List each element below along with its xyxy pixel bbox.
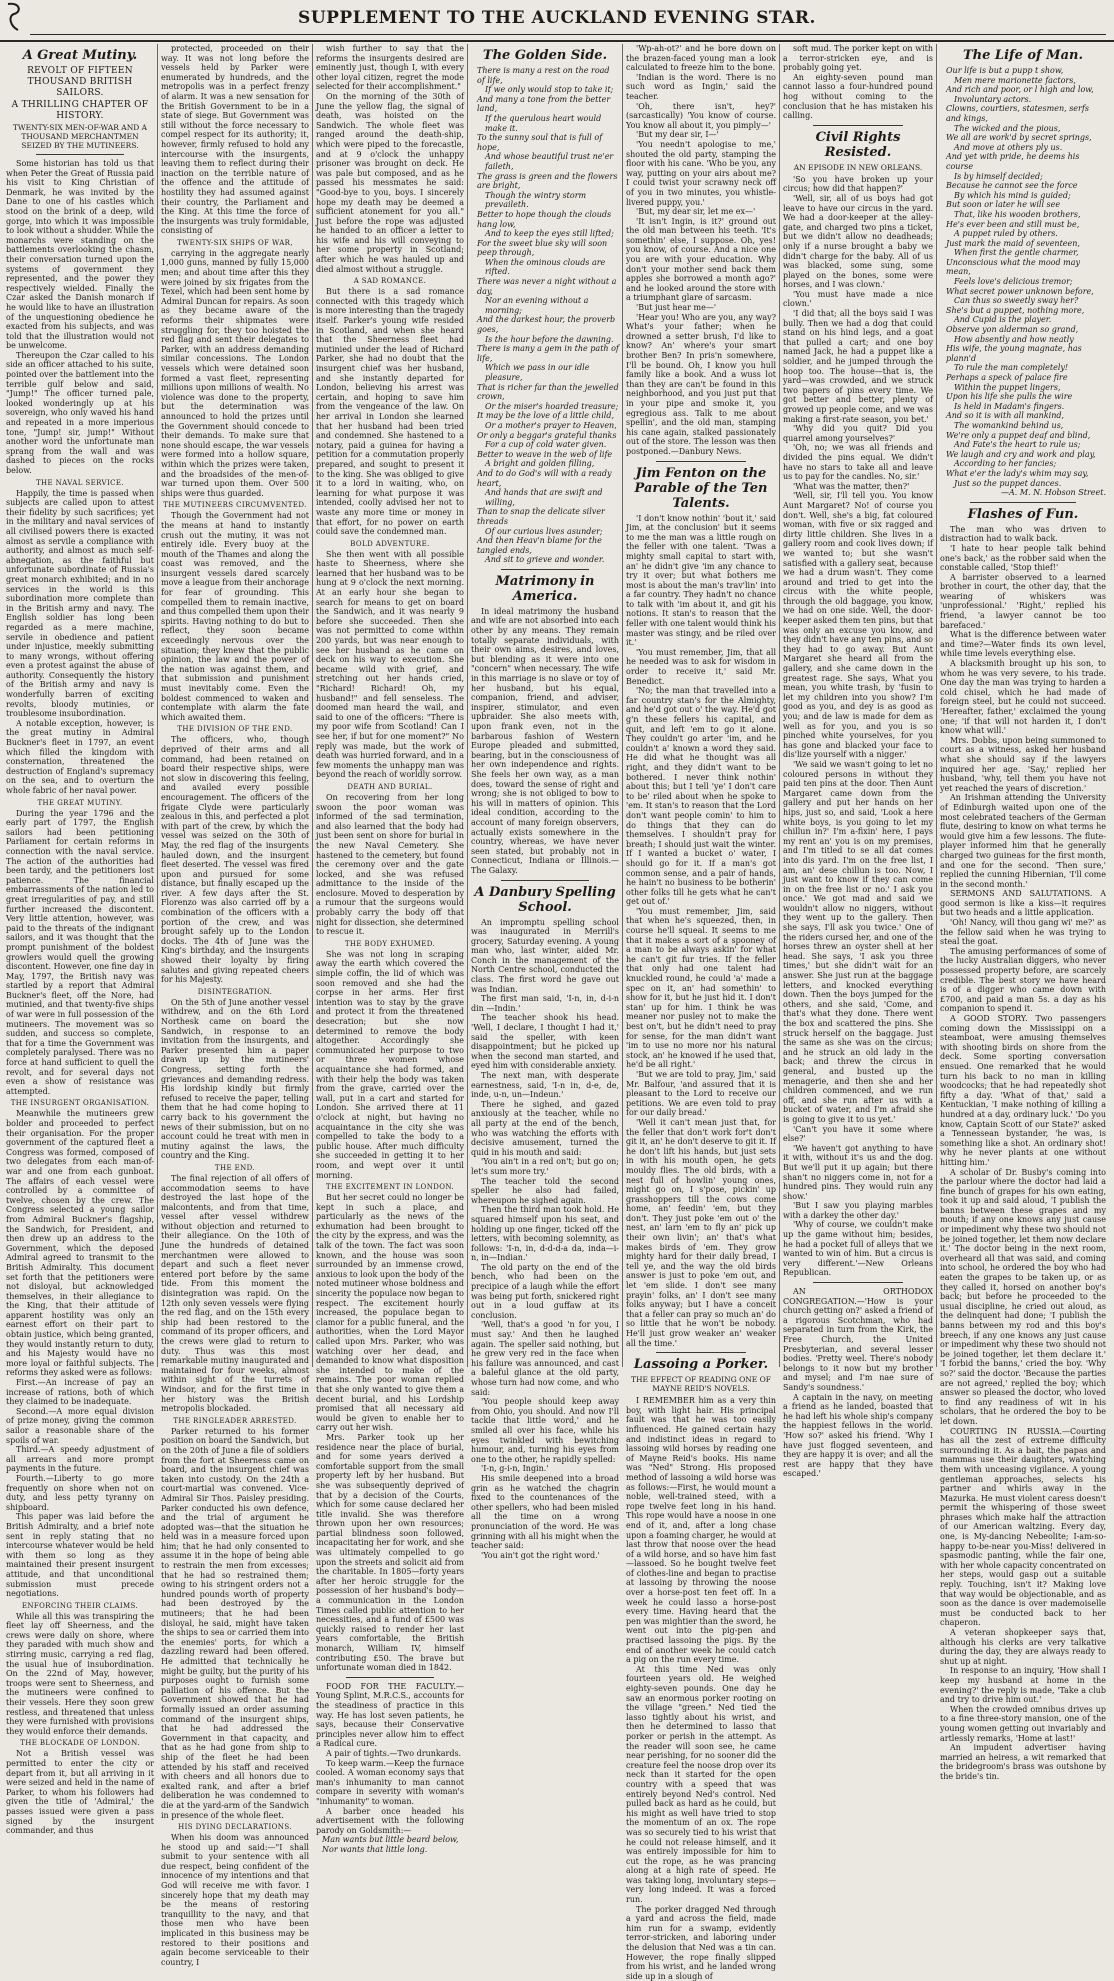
- verse-line: Than to snap the delicate silver threads: [477, 507, 605, 526]
- verse-line: Upon his life she pulls the wire: [946, 392, 1073, 402]
- verse-line: She's but a puppet, nothing more,: [946, 305, 1085, 315]
- paragraph: 'You must remember, Jim, said that when he's squeezed, then, in course he'll squeal. It seems to me that it makes a sort of a spooney of a man to be always askin' for what he can't git fur tries. If the feller that only had one talent had knuckled round, he could 'a' made a spec on it, an' had somethin' to show for it, but he just hid it. I don't stan' up for him. I think he was meaner nor pusley not to make the best on't, but he didn't need to pray for sense, for the man didn't want 'im to use no more nor his natural stock, an' he knowed if he used that, he'd be all right.': [626, 906, 776, 1070]
- paragraph: A veteran shopkeeper says that, although his clerks are very talkative during the day, they are always ready to shut up at night.: [940, 1628, 1106, 1666]
- paragraph: At this time Ned was only fourteen years old. He weighed eighty-seven pounds. One day he saw an enormous porker rooting on the village "green." Ned tied the lasso tightly about his wrist, and then he determined to lasso that porker or perish in the attempt. As the reader will soon see, he came near perishing, for no sooner did the creature feel the noose drop over its neck than it started for the open country with a speed that was entirely beyond Ned's control. Ned pulled back as hard as he could, but his might as well have tried to stop the momentum of an ox. The rope was so securely tied to his wrist that he could not release himself, and it was entirely impossible for him to cut the rope, as he was prancing along at a high rate of speed. He was taking long, involuntary steps—very long indeed. It was a forced run.: [626, 1664, 776, 1905]
- verse-line: It may be the love of a little child,: [477, 411, 614, 421]
- article-title: A Danbury Spelling School.: [474, 884, 616, 915]
- verse-line: And to do God's will with a ready heart,: [477, 468, 612, 488]
- paragraph: 'Well, sir, I'll tell you. You know Aunt Margaret? No! of course you don't. Well, she's a big, fat coloured woman, with five or six ragged and dirty little children. She lives in a gallery room and cook lives down; if we wanted to; but she wasn't satisfied with a gallery seat, because we had a drum wasn't. They come around and tried to get into the circus with the white people, through the old baggage, you know, we had on one side. Well, the door-keeper asked them ten pins, but that was only an excuse you know, and they didn't have any ten pins, and so they had to go away. But Aunt Margaret she heard all from the gallery, and she came down in the greatest rage. She says, What you mean, you white trash, by 'fusin to let my children into you show? I'm good as you, and dey is as good as you; and de law is made for dem as well as for you, and you is so pinched white yourselves, for you has gone and blacked your face to dis'lize yourself with a nigger.': [783, 491, 933, 760]
- verse-line: For a cup of cold water given.: [485, 440, 607, 450]
- verse-line: Or a mother's prayer to Heaven,: [485, 420, 617, 430]
- paragraph: The porker dragged Ned through a yard and across the field, made him run for a swamp, evidently terror-stricken, and laboring under the delusion that Ned was a tin can. However, the rope finally slipped from his wrist, and he landed wrong side up in a slough of: [626, 1904, 776, 1981]
- divider: [813, 1282, 903, 1283]
- paragraph: On the morning of the 30th of June the yellow flag, the signal of death, was hoisted on the Sandwich. The whole fleet was ranged around the death-ship, which were piped to the forecastle, and at 9 o'clock the unhappy prisoner was brought on deck. He was pale but composed, and as he passed his messmates he said: "Good-bye to you, boys. I sincerely hope my death may be deemed a sufficient atonement for you all." Just before the rope was adjusted he handed to an officer a letter to his wife and his will conveying to her some property in Scotland; after which he was hauled up and died almost without a struggle.: [316, 91, 464, 274]
- verse-line: And so it is with all mankind,: [946, 411, 1065, 421]
- verse-line: Our life is but a pupp t show,: [946, 66, 1064, 75]
- paragraph: 'You ain't got the right word.': [481, 1550, 600, 1560]
- article-subtitle: THE EFFECT OF READING ONE OF MAYNE REID'S NOVELS.: [631, 1375, 771, 1394]
- verse-line: To the sunny soul that is full of hope,: [477, 133, 603, 152]
- paragraph: First.—An increase of pay an increase of rations, both of which they claimed to be inadequate.: [6, 1378, 154, 1407]
- paragraph: What is the difference between water and time?—Water finds its own level, while time levels everything else.: [940, 630, 1106, 659]
- verse-line: Clowns, courtiers, statesmen, serfs and kings,: [946, 104, 1089, 123]
- paragraph: An Irishman attending the University of Edinburgh waited upon one of the most celebrated teachers of the German flute, desiring to know on what terms he would give him a few lessons. The flute-player informed him that he generally charged two guineas for the first month, and one for the second. 'Then sure,' replied the cunning Hibernian, 'I'll come in the second month.': [940, 793, 1106, 889]
- verse-line: And the darkest hour, the proverb goes,: [477, 315, 616, 335]
- paragraph: During the year 1796 and the early part of 1797, the English sailors had been petitioning Parliament for certain reforms in connection with the naval service. The action of the authorities had been tardy, and the petitioners lost patience. The financial embarrassments of the nation led to great irregularities of pay, and still further increased the discontent. Very little attention, however, was paid to the threats of the indignant sailors, and it was thought that the prompt punishment of the boldest growlers would quell the growing discontent. However, one fine day in May, 1797, the British navy was startled by a report that Admiral Buckner's fleet, off the Nore, had mutinied, and that twenty-five ships of war were in full possession of the mutineers. The movement was so sudden, and success so complete, that for a time the Government was completely paralysed. There was no force at hand sufficient to quell the revolt, and for several days not even a show of resistance was attempted.: [6, 808, 154, 1096]
- column-separator: [157, 44, 158, 1367]
- masthead: [0, 0, 1114, 42]
- verse-line: His wife, the young magnate, has plann'd: [946, 344, 1082, 363]
- paragraph: 'We said we wasn't going to let no coloured persons in without they paid ten pins at the door. Then Aunt Margaret came down from the gallery and put her hands on her hips, just so, and said, 'Look a here white boys, is you going to let my chillun in?' I'm a-fixin' here, I pays my rent an' you is on my premises, and I'm titled to se all dat comes into dis yard. I'm on the free list, I am, an' dese chillun is too. Now, I just want to know if they can come in on the free list or no.' I ask you once.' We got mad and said we wouldn't allow no niggers, without they went up to the gallery. Then she says, I'll ask you twice.' One of the riders cursed her, and one of the horses threw an oyster shell at her head. She says, 'I ask you three times,' but she didn't wait for an answer. She just run at the baggage letters, and knocked everything down. Then the boys jumped for the others, and she said, 'Come, and that's what they done. There went the box and scattered the pins. She struck herself on the baggage. Just the same as she was on the circus; and he struck an old lady in the back; and threw the circus in general, and busted up the menagerie, and then she and her children commenced, and we run off, and she run after us with a bucket of water, and I'm afraid she is going to give it to us yet.': [783, 759, 933, 1124]
- paragraph: Parker returned to his former position on board the Sandwich, but on the 20th of June a file of soldiers from the fort at Sheerness came on board, and the insurgent chief was taken into custody. On the 24th a court-martial was convened. Vice-Admiral Sir Thos. Paisley presiding. Parker conducted his own defence, and the trial of argument he adopted was—that the situation he held was in a measure forced upon him; that he had only consented to assume it in the hope of being able to restrain the men from excesses; that he had so restrained them; owing to his stringent orders not a hundred pounds worth of property had been destroyed by the mutineers; that he had been disloyal, he said, might have taken the ships to sea or carried them into the enemies' ports, for which a dazzling reward had been offered. He admitted that technically he might be guilty, but the purity of his purposes ought to furnish some palliation of his offence. But the Government showed that he had formally issued an order assuming command of the insurgent ships, that he had addressed the Government in that capacity, and that as he had gone from ship to ship of the fleet he had been attended by his staff and received with cheers and all honors due to exalted rank, and after a brief deliberation he was condemned to die at the yard-arm of the Sandwich in presence of the whole fleet.: [161, 1426, 309, 1820]
- verse-line: Unconscious what the mood may mean,: [946, 257, 1081, 277]
- divider: [656, 1352, 746, 1353]
- paragraph: The officers, who, though deprived of their arms and all command, had been retained on board their respective ships, were not slow in discovering this feeling, and availed every possible encouragement. The officers of the frigate Clyde were particularly zealous in this, and perfected a plot with part of the crew, by which the vessel was seized on the 30th of May, the red flag of the insurgents hauled down, and the insurgent fleet deserted. The vessel was fired upon and pursued for some distance, but finally escaped up the river. A few days after the St. Florenzo was also carried off by a combination of the officers with a portion of the crew, and was brought safely up to the London docks. The 4th of June was the King's birthday, and the insurgents showed their loyalty by firing salutes and giving repeated cheers for his Majesty.: [161, 735, 309, 985]
- paragraph: FOOD FOR THE FACULTY.—Young Splint, M.R.C.S., accounts for the steadiness of practice in this way. He has lost seven patients, he says, because their Conservative principles never allow him to effect a Radical cure.: [316, 1681, 464, 1749]
- section-heading: THE MUTINEERS CIRCUMVENTED.: [163, 501, 307, 510]
- section-heading: THE DIVISION OF THE END.: [177, 725, 293, 734]
- paragraph: wish further to say that the reforms the insurgents desired are eminently just, though I, with every other loyal citizen, regret the mode selected for their accomplishment.": [316, 44, 464, 92]
- verse-line: That is richer far than the jewelled crown,: [477, 382, 619, 402]
- verse-line: Though the wintry storm prevaileth.: [485, 190, 587, 210]
- verse-line: When the ominous clouds are rifted.: [485, 257, 606, 277]
- divider: [36, 154, 124, 155]
- section-heading: THE BLOCKADE OF LONDON.: [20, 1739, 140, 1748]
- verse-line: Men mere marionette factors,: [954, 75, 1076, 85]
- paragraph: 'What was the matter, then?': [793, 481, 910, 491]
- verse-line: And then Heav'n blame for the tangled ends,: [477, 536, 602, 555]
- section-heading: THE INSURGENT ORGANISATION.: [10, 1099, 150, 1108]
- paragraph: In ideal matrimony the husband and wife are not absorbed into each other by any means. They remain totally separate individuals, with their own aims, desires, and loves, but blending as it were into one "concern" when necessary. The wife in this marriage is no slave or toy of her husband, but his equal, companion, friend, and adviser, inspirer, stimulator, and even upbraider. She also meets with, upon frank even, not in the barbarous fashion of Western Europe pleaded and submitted, bearing, but in the consciousness of her own independence and rights. She feels her own way, as a man does, toward the sense of right and wrong; she is not obliged to bow to his will in matters of opinion. This ideal condition, according to the account of many foreign observers, actually exists somewhere in the country, whereas, we have never seen stated, but probably not in Connecticut, Indiana or Illinois.—The Galaxy.: [471, 606, 619, 875]
- paragraph: 'But my dear sir, I—': [636, 130, 719, 140]
- verse-line: If we only would stop to take it;: [485, 85, 614, 95]
- paragraph: A scholar of Dr. Busby's coming into the parlour where the doctor had laid a fine bunch of grapes for his own eating, took it up and said aloud, 'I publish the banns between these grapes and my mouth; if any one knows any just cause or impediment why these two should not be joined together, let them now declare it.' The doctor being in the next room, overheard all that was said, and coming into school, he ordered the boy who had eaten the grapes to be taken up, or as they called it, horsed on another boy's back; but before he proceeded to the usual discipline, he cried out aloud, as the delinquent had done; 'I publish the banns between my rod and this boy's breech, if any one knows any just cause or impediment why these two should not be joined together, let them declare it.' 'I forbid the banns,' cried the boy. 'Why so?' said the doctor. 'Because the parties are not agreed,' replied the boy; which answer so pleased the doctor, who loved to find any readiness of wit in his scholars, that he ordered the boy to be let down.: [940, 1167, 1106, 1426]
- section-heading: DISINTEGRATION.: [197, 987, 273, 996]
- paragraph: Some historian has told us that when Peter the Great of Russia paid his visit to King Christian of Denmark, he was invited by the Dane to one of his castles which stood on the brink of a deep, wild gorge, into which it was impossible to look without a shudder. While the monarchs were standing on the battlements overlooking the chasm, their conversation turned upon the systems of government they represented, and the power they respectively wielded. Finally the Czar asked the Danish monarch if he would like to have an illustration of the unquestioning obedience he exacted from his subjects, and was told that the illustration would not be unwelcome.: [6, 159, 154, 351]
- paragraph: Then the third man took hold. He squared himself upon his seat, and holding up one finger, ticked off the letters, with becoming solemnity, as follows: 'I-n, in, d-d-d-a da, inda—i-n, in—Indian.': [471, 1205, 619, 1263]
- paragraph: The final rejection of all offers of accommodation seems to have destroyed the last hope of the malcontents, and from that time, vessel after vessel withdrew without objection and returned to their allegiance. On the 10th of June the hundreds of detained merchantmen were allowed to depart and such a fleet never entered port before by the same tide. From this moment the disintegration was rapid. On the 12th only seven vessels were flying the red flag, and on the 15th every ship had been restored to the command of its proper officers, and the crews were glad to return to duty. Thus was this most remarkable mutiny inaugurated and maintained for four weeks, almost within sight of the turrets of Windsor, and for the first time in her history was the British metropolis blockaded.: [161, 1173, 309, 1414]
- verse-line: And whose beautiful trust ne'er faileth,: [485, 152, 614, 171]
- verse-line: And hands that are swift and willing,: [485, 488, 603, 507]
- verse-line: Just so the puppet dances.: [954, 478, 1062, 488]
- article-subtitle: AN EPISODE IN NEW ORLEANS.: [793, 162, 923, 172]
- article-title: A Great Mutiny.: [22, 48, 138, 63]
- paragraph: Not a British vessel was permitted to enter the city or depart from it, but all arriving in it were seized and held in the name of Parker, to whom his followers had given the title of 'Admiral,' the passes issued were given a pass signed by the insurgent commander, and thus: [6, 1749, 154, 1836]
- section-heading: ENFORCING THEIR CLAIMS.: [21, 1601, 139, 1610]
- verse-line: Is by himself decided;: [954, 171, 1043, 181]
- paragraph: carrying in the aggregate nearly 1,000 guns, manned by fully 15,000 men; and about time after this they were joined by six frigates from the Texel, which had been sent home by Admiral Duncan for repairs. As soon as they became aware of the reforms their shipmates were struggling for, they too hoisted the red flag and sent their delegates to Parker, with an address demanding similar concessions. The London vessels which were detained soon formed a vast fleet, representing millions upon millions of wealth. No violence was done to the property, but the determination was announced to hold the prizes until the Government should concede to their demands. To make sure that none should escape, the war vessels were formed into a hollow square, within which the prizes were taken, and the broadsides of the men-of-war turned upon them. Over 500 ships were thus guarded.: [161, 248, 309, 498]
- paragraph: When his doom was announced he stood up and said:—"I shall submit to your sentence with all due respect, being confident of the innocence of my intentions and that God will receive me with favor. I sincerely hope that my death may be the means of restoring tranquillity to the navy, and that those men who have been implicated in this business may be restored to their positions and again become serviceable to their country, I: [161, 1833, 309, 1967]
- article-title: Flashes of Fun.: [967, 506, 1079, 522]
- paragraph: soft mud. The porker kept on with a terror-stricken eye, and is probably going yet.: [783, 44, 933, 73]
- paragraph: 'Why of course, we couldn't make up the game without him; besides, he had a pocket full of alleys that we wanted to win of him. But a circus is very different.'—New Orleans Republican.: [783, 1220, 933, 1278]
- paragraph: 'No; the man that travelled into a far country stan's for the Almighty, and he'd got out o' the way. He'd got g'n these fellers his capital, and quit, and left 'em to go it alone. They couldn't go arter 'im, and he couldn't a' known a word they said. He did what he thought was all right, and they didn't want to be bothered. I never think nothin' about this; but I tell 'ye' I don't care to be' riled about when he spoke to 'em. It stan's to reason that the Lord don't want people comin' to him to do things that they can do themselves. I shouldn't pray for breath; I should just wait the winter. If I wanted a bucket o' water, I should go for it. If a man's got common sense, and a pair of hands, he hain't no business to be botherin' other folks till he gets what he can't get out of.': [626, 686, 776, 907]
- paragraph: 'I hate to hear people talk behind one's back,' as the robber said when the constable called, 'Stop thief!': [940, 543, 1106, 573]
- column-4: [471, 44, 619, 1560]
- paragraph: The man who was driven to distraction had to walk back.: [940, 524, 1106, 544]
- verse-line: Observe yon alderman so grand,: [946, 325, 1079, 335]
- paragraph: On the 5th of June another vessel withdrew, and on the 6th Lord Northesk came on board the Sandwich, in response to an invitation from the insurgents, and Parker presented him a paper drawn up by the mutineers' Congress, setting forth the grievances and demanding redress. His lordship kindly but firmly refused to receive the paper, telling them that he had come hoping to carry back to his government the news of their submission, but on no account could he treat with men in mutiny against the laws, the country and the King.: [161, 997, 309, 1161]
- verse-line: If the querulous heart would make it.: [485, 113, 602, 133]
- divider: [501, 880, 589, 881]
- paragraph: 'Indian is the word. There is no such word as Ingin,' said the teacher.: [626, 72, 776, 101]
- verse-line: Is the hour before the dawning.: [485, 334, 614, 344]
- column-separator: [312, 44, 313, 1367]
- paragraph: The first man said, 'I-n, in, d-i-n din —Indin.': [471, 994, 619, 1013]
- paragraph: 'Why did you quit? Did you quarrel among yourselves?': [783, 424, 933, 443]
- verse-line: Involuntary actors.: [954, 94, 1032, 104]
- article-title: Matrimony in America.: [495, 573, 595, 604]
- paragraph: A barber once headed his advertisement with the following parody on Goldsmith:—: [316, 1806, 464, 1835]
- divider: [501, 569, 589, 570]
- verse-line: Or only a beggar's grateful thanks: [477, 430, 617, 440]
- paragraph: Thereupon the Czar called to his side an officer attached to his suite, pointed over the battlement into the terrible gulf below and said, "Jump!" The officer turned pale, looked wonderingly up at his sovereign, who only waved his hand and repeated in a more imperious tone, "Jump! sir, jump!" Without another word the unfortunate man sprang from the wall and was dashed to pieces on the rocks below.: [6, 350, 154, 475]
- section-heading: A SAD ROMANCE.: [353, 277, 427, 286]
- paragraph: But there is a sad romance connected with this tragedy which is more interesting than the tragedy itself. Parker's young wife resided in Scotland, and when she heard that the Sheerness fleet had mutinied under the lead of Richard Parker, she had no doubt that the insurgent chief was her husband, and she instantly departed for London, believing his arrest was certain, and hoping to save him from the vengeance of the law. On her arrival in London she learned that her husband had been tried and condemned. She hastened to a notary, paid a guinea for having a petition for a commutation properly prepared, and sought to present it to the king. She was obliged to give it to a lord in waiting, who, on learning for what purpose it was intended, coolly advised her not to waste any more time or money in that effort, for no power on earth could save the condemned man.: [316, 287, 464, 537]
- verse-line: Of our curious lives asunder;: [485, 526, 603, 536]
- verse-line: The womankind behind us,: [954, 420, 1064, 430]
- verse-line: Man wants but little beard below,: [322, 1835, 459, 1845]
- verse-line: Which we pass in our idle pleasure,: [485, 363, 590, 382]
- verse-line: But soon or later he will see: [946, 200, 1061, 210]
- paragraph: 'Well it can't mean just that, for the feller that don't work for't don't git it, an' he don't deserve to git it. If he don't lift his hands, but just sets in with his mouth open, he gets mouldy flies. The old birds, with a nest full of howlin' young ones, might go on, I s'pose, pickin' up grasshoppers till the cows come home, an' feedin' 'em, but they don't. They just poke 'em out o' the nest, an' larn 'em to fly an' pick up their own livin'; an' that's what makes birds of 'em. They grow mighty hard for their daily bread, I tell ye, and the way the old birds answer is just to poke 'em out, and let 'em slide. I don't see many prayin' folks, an' I don't see many folks anyway; but I have a conceit that a feller can pray so much an' do so little that he won't be nobody. He'll just grow weaker an' weaker all the time.': [626, 1117, 776, 1348]
- verse-line: We're only a puppet deaf and blind,: [946, 430, 1091, 440]
- paragraph: A captain in the navy, on meeting a friend as he landed, boasted that he had left his whole ship's company the happiest fellows in the world. 'How so?' asked his friend. 'Why I have just flogged seventeen, and they are happy it is over; and all the rest are happy that they have escaped.': [783, 1392, 933, 1479]
- paragraph: Fourth.—Liberty to go more frequently on shore when not on duty, and less petty tyranny on shipboard.: [6, 1473, 154, 1512]
- column-2: [161, 44, 309, 1967]
- paragraph: A pair of tights.—Two drunkards.: [326, 1748, 462, 1758]
- verse-line: Better to hope though the clouds hang low,: [477, 209, 612, 229]
- paragraph: COURTING IN RUSSIA.—Courting has all the zest of extreme difficulty surrounding it. As a bait, the papas and mammas use their daughters, watching them with unceasing vigilance. A young gentleman approaches, selects his partner and whirls away in the Mazurka. He must violent caress doesn't permit the whispering of those sweet phrases which make half the attraction of our American waltzing. Every day, one, is My-dancing Nebeolite; I-am-so-happy to-be-near you-Miss! delivered in spasmodic panting, while the fair one, with her whole capacity concentrated on her steps, would gasp out a suitable reply. Touching, isn't it? Making love that way would be objectionable, and as soon as the dance is over mademoiselle must be conducted back to her chaperon.: [940, 1426, 1106, 1628]
- paragraph: 'But we are told to pray, Jim,' said Mr. Balfour, 'and assured that it is pleasant to the Lord to receive our petitions. We are even told to pray for our daily bread.': [626, 1069, 776, 1118]
- paragraph: 'You must have made a nice clown.': [783, 289, 933, 309]
- paragraph: 'We haven't got anything to have it with, without it's us and the dog. But we'll put it up again; but there shan't no niggers come in, not for a hundred pins. They would ruin any show.': [783, 1143, 933, 1201]
- divider: [346, 1677, 434, 1678]
- section-heading: THE END.: [214, 1163, 256, 1172]
- paragraph: 'It isn't Ingin, is it?' ground out the old man between his teeth. 'It's somethin' else, I suppose. Oh, yes! you know, of course. And a nice one you are with your education. Why don't your mother send back them apples she borrowed a month ago?' and he looked around the store with a triumphant glare of sarcasm.: [626, 216, 776, 303]
- divider: [970, 502, 1076, 503]
- paragraph: A GOOD STORY. Two passengers coming down the Mississippi on a steamboat, were amusing themselves with shooting birds on shore from the deck. Some sporting conversation ensued. One remarked that he would turn his back to no man in killing woodcocks; that he had repeatedly shot fifty a day. 'What of that,' said a Kentuckian, 'I make nothing of killing a hundred at a day, ordinary luck.' 'Do you know, Captain Scott of our State?' asked a Tennessean bystander, 'he was, is something like a shot. An ordinary shot! why he never plants at one without hitting him.': [940, 1014, 1106, 1167]
- verse-line: That, like his wooden brothers,: [954, 209, 1081, 219]
- article-title: Civil Rights Resisted.: [815, 129, 901, 160]
- verse-line: A bright and golden filling,: [485, 459, 595, 469]
- paragraph: Mrs. Parker took up her residence near the place of burial, and for some years derived a comfortable support from the small property left by her husband. But she was subsequently deprived of that by a decision of the Courts, which for some cause declared her title invalid. She was therefore thrown upon her own resources; partial blindness soon followed, incapacitating her for work, and she was ultimately compelled to go upon the streets and solicit aid from the charitable. In 1805—forty years after her heroic struggle for the possession of her husband's body—a communication in the London Times called public attention to her necessities, and a fund of £500 was quickly raised to render her last years comfortable, the British monarch, William IV, himself contributing £50. The brave but unfortunate woman died in 1842.: [316, 1432, 464, 1673]
- verse-line: Feels love's delicious tremor;: [954, 277, 1073, 287]
- verse-line: He's ever been and still must be,: [946, 219, 1080, 229]
- paragraph: She then went with all possible haste to Sheerness, where she learned that her husband was to be hung at 9 o'clock the next morning. At an early hour she began to search for means to get on board the Sandwich, and it was nearly 9 before she succeeded. Then she was not permitted to come within 200 yards, but was near enough to see her husband as he came on deck on his way to execution. She became wild with grief, and stretching out her hands cried, "Richard! Richard! Oh, my husband!" and fell senseless. The doomed man heard the wail, and said to one of the officers: "There is my poor wife from Scotland! Can I see her, if but for one moment?" No reply was made, but the work of death was hurried forward, and in a few moments the unhappy man was beyond the reach of worldly sorrow.: [316, 549, 464, 780]
- verse-line: Because he cannot see the force: [946, 181, 1078, 191]
- verse-line: We laugh and cry and work and play,: [946, 449, 1096, 459]
- column-5: [626, 44, 776, 1981]
- section-heading: DEATH AND BURIAL.: [347, 782, 433, 791]
- paragraph: SERMONS AND SALUTATIONS. A good sermon is like a kiss—it requires but two heads and a little application.: [940, 889, 1106, 918]
- paragraph: 'Well, sir, all of us boys had got leave to have our circus in the yard. We had a door-keeper at the alley-gate, and charged two pins a ticket, but we didn't allow no deadheads; only if a nurse brought a baby we didn't charge for the baby. All of us was blacked, some sung, some played on the bones, some were horses, and I was clown.': [783, 193, 933, 290]
- article-subtitle: REVOLT OF FIFTEEN THOUSAND BRITISH SAILORS.: [27, 66, 133, 98]
- masthead-title: SUPPLEMENT TO THE AUCKLAND EVENING STAR.: [298, 8, 816, 28]
- paragraph: The amusing performances of some of the lucky Australian diggers, who never possessed property before, are scarcely credible. The best story we have heard is of a digger who came down with £700, and paid a man 5s. a day as his companion to spend it.: [940, 946, 1106, 1014]
- section-heading: HIS DYING DECLARATIONS.: [178, 1823, 292, 1832]
- paragraph: 'But just hear me—': [636, 303, 717, 313]
- divider: [813, 125, 903, 126]
- article-title: The Life of Man.: [963, 48, 1083, 63]
- divider: [656, 461, 746, 462]
- masthead-rule: [30, 34, 1106, 35]
- paragraph: 'Oh, there isn't, hey?' (sarcastically) 'You know of course. You know all about it, you pimply—': [626, 101, 776, 130]
- verse-line: And many a tone from the better land,: [477, 94, 611, 114]
- section-heading: THE EXCITEMENT IN LONDON.: [325, 1183, 455, 1192]
- verse-line: How absently and how neatly: [954, 334, 1074, 344]
- article-title: Lassoing a Porker.: [633, 1357, 769, 1373]
- verse-line: And rich and poor, or l high and low,: [946, 85, 1094, 95]
- paragraph: 'Oh, no; we was all friends and divided the pins equal. We didn't have no stars to take all and leave us to pay for the candles. No, sir.': [783, 443, 933, 482]
- section-heading: THE GREAT MUTINY.: [37, 798, 123, 807]
- verse-line: Is held in Madam's fingers.: [954, 401, 1065, 411]
- column-separator: [936, 44, 937, 1367]
- article-subtitle: TWENTY-SIX MEN-OF-WAR AND A THOUSAND MERCHANTMEN SEIZED BY THE MUTINEERS.: [12, 123, 148, 150]
- paragraph: The teacher told the second speller he also had failed, whereupon he sighed again.: [471, 1176, 619, 1205]
- paragraph: A blacksmith brought up his son, to whom he was very severe, to his trade. One day the man was trying to harden a cold chisel, which he had made of foreign steel, but he could not succeed. 'Hereafter, father,' exclaimed the young one; 'if that will not harden it, I don't know what will.': [940, 659, 1106, 736]
- paragraph: She was not long in scraping away the earth which covered the simple coffin, the lid of which was soon removed and she had the corpse in her arms. Her first intention was to stay by the grave and protect it from the threatened desecration; but she now determined to remove the body altogether. Accordingly she communicated her purpose to two or three women whose acquaintance she had formed, and with their help the body was taken from the grave, carried over the wall, put in a cart and started for London. She arrived there at 11 o'clock at night, but having no acquaintance in the city she was compelled to take the body to a public house. After much difficulty she succeeded in getting it to her room, and wept over it until morning.: [316, 949, 464, 1180]
- column-separator: [467, 44, 468, 1367]
- section-heading: BOLD ADVENTURE.: [350, 539, 430, 548]
- verse-line: What secret power unknown before,: [946, 286, 1094, 296]
- verse-line: By which his mind is guided;: [954, 190, 1071, 200]
- verse-line: Can thus so sweetly sway her?: [954, 296, 1079, 306]
- paragraph: While all this was transpiring the fleet lay off Sheerness, and the crews were daily on shore, where they paraded with much show and stirring music, carrying a red flag, the usual hue of insubordination. On the 22nd of May, however, troops were sent to Sheerness, and the mutineers were confined to their vessels. Here they soon grew restless, and threatened that unless they were furnished with provisions they would enforce their demands.: [6, 1611, 154, 1736]
- paragraph: In response to an inquiry, 'How shall I keep my husband at home in the evening?' the reply is made, 'Take a club and try to drive him out.': [940, 1666, 1106, 1705]
- paragraph: An impudent advertiser having married an heiress, a wit remarked that the bridegroom's brass was outshone by the bride's tin.: [940, 1743, 1106, 1781]
- paragraph: Meanwhile the mutineers grew bolder and proceeded to perfect their organisation. For the proper government of the captured fleet a Congress was formed, composed of two delegates from each man-of-war and one from each gunboat. The affairs of each vessel were controlled by a committee of twelve, chosen by the crew. The Congress selected a young sailor from Admiral Buckner's flagship, the Sandwich, for President, and then drew up an address to the Government, which the deposed Admiral agreed to transmit to the British Admiralty. This document set forth that the petitioners were not disloyal, but acknowledged themselves, in their allegiance to the King, that their attitude of apparent hostility was only an earnest effort on their part to obtain justice, which being granted, they would instantly return to duty, and his Majesty would have no more loyal or faithful subjects. The reforms they asked were as follows:: [6, 1109, 154, 1378]
- paragraph: I REMEMBER him as a very thin boy, with light hair. His principal fault was that he was too easily influenced. He gained certain hazy and indistinct ideas in regard to lassoing wild horses by reading one of Mayne Reid's books. His name was "Ned" Strong. His proposed method of lassoing a wild horse was as follows:—First, he would mount a noble, well-trained steed, with a rope twelve feet long in his hand. This rope would have a noose in one end of it, and, after a long chase upon a foaming charger, he would at last throw that noose over the head of a wild horse, and so have him fast—lassoed. So he bought twelve feet of clothes-line and began to practise at lassoing by throwing the noose over a horse-post ten feet off. In a week he could lasso a horse-post every time. Having heard that the pen was mightier than the sword, he went out into the pig-pen and practised lassoing the pigs. By the end of another week he could catch a pig on the run every time.: [626, 1396, 776, 1665]
- verse-line: Just mark the maid of seventeen,: [946, 238, 1080, 248]
- paragraph: An impromptu spelling school was inaugurated in Merrill's grocery, Saturday evening. A young man who, last winter, aided Mr. Conch in the management of the North Centre school, conducted the class. The first word he gave out was Indian.: [471, 917, 619, 994]
- verse-line: What e'er the lady's whim may say,: [946, 468, 1089, 478]
- paragraph: The teacher shook his head. 'Well, I declare, I thought I had it,' said the speller, with keen disappointment; but he picked up when the second man started, and eyed him with considerable anxiety.: [471, 1013, 619, 1071]
- column-separator: [622, 44, 623, 1367]
- verse-line: According to her fancies;: [954, 459, 1057, 469]
- paragraph: Second.—A more equal division of prize money, giving the common sailor a reasonable share of the spoils of war.: [6, 1406, 154, 1445]
- paragraph: 'Wp-ah-ot?' and he bore down on the brazen-faced young man a look calculated to freeze him to the bone.: [626, 44, 776, 73]
- paragraph: To keep warm.—Keep the furnace cooled. A woman economy says that man's inhumanity to man cannot compare in severity with woman's "inhumanity" to woman.: [316, 1758, 464, 1806]
- paragraph: 'But, my dear sir, let me ex—': [636, 207, 756, 217]
- column-separator: [779, 44, 780, 1367]
- paragraph: A barrister observed to a learned brother in court, the other day, that the wearing of whiskers was 'unprofessional.' 'Right,' replied his friend, 'a lawyer cannot be too barefaced.': [940, 572, 1106, 630]
- poem: [471, 66, 619, 565]
- article-title: Jim Fenton on the Parable of the Ten Talents.: [634, 465, 768, 511]
- paragraph: There he sighed, and gazed anxiously at the teacher, while no all party at the end of the bench, who was watching the efforts with decisive amusement, turned the quid in his mouth and said:: [471, 1099, 619, 1157]
- paragraph: 'Can't you have it some where else?': [783, 1124, 933, 1144]
- verse-line: Or the miser's hoarded treasure;: [485, 401, 619, 411]
- section-heading: TWENTY-SIX SHIPS OF WAR,: [177, 238, 293, 247]
- section-heading: THE BODY EXHUMED.: [344, 939, 436, 948]
- paragraph: 'But I saw you playing marbles with a darkey the other day.': [783, 1201, 933, 1220]
- paragraph: 'So you have broken up your circus; how did that happen?': [783, 174, 933, 194]
- verse-line: And Fate's the heart to rule us;: [954, 440, 1081, 450]
- verse-line: And sit to grieve and wonder.: [485, 555, 605, 565]
- paragraph: An eighty-seven pound man cannot lasso a four-hundred pound hog without coming to the conclusion that he has mistaken his calling.: [783, 72, 933, 121]
- verse-line: And yet with pride, he deems his course: [946, 152, 1080, 171]
- paragraph: AN ORTHODOX CONGREGATION.—'How is your church getting on?' asked a friend of a rigorous Scotchman, who had separated in turn from the Kirk, the Free Church, the United Presbyterian, and several lesser bodies. 'Pretty weel. There's nobody belongs to it now but my brother and mysel; and I'm nae sure of Sandy's soundness.': [783, 1287, 933, 1392]
- poem: [940, 66, 1106, 488]
- paragraph: 'You needn't apologise to me,' shouted the old party, stamping the floor with his cane. 'Who be you, any way, putting on your airs about me? I could twist your scrawny neck off of you in two minutes, you whistle-livered puppy, you.': [626, 139, 776, 207]
- article-subtitle: A THRILLING CHAPTER OF HISTORY.: [11, 100, 149, 121]
- paragraph: When the crowded omnibus drives up to a fine three-story mansion, one of the young women getting out invariably and artlessly remarks, 'Home at last!': [940, 1704, 1106, 1743]
- paragraph: 'You must remember, Jim, that all he needed was to ask for wisdom in order to receive it,' said Mr. Benedict.: [626, 647, 776, 686]
- paragraph: 'I-n, g-i-n, Ingin.': [481, 1464, 549, 1474]
- verse-line: There is many a gem in the path of life,: [477, 344, 619, 363]
- verse-line: Nor an evening without a morning;: [485, 296, 589, 315]
- paragraph: protected, proceeded on their way. It was not long before the vessels held by Parker were enumerated by hundreds, and the metropolis was in a perfect frenzy of alarm. It was a new sensation for the British Government to be in a state of siege. But Government was still without the force necessary to compel respect for its authority; it, however, firmly refused to hold any intercourse with the insurgents, leaving them to reflect during their inaction on the terrible nature of the offence and the attitude of hostility they had assumed against their country, the Parliament and the King. At this time the force of the insurgents was truly formidable, consisting of: [161, 44, 309, 236]
- verse-line: Perhaps a speck of palace fire: [946, 373, 1068, 382]
- paragraph: A notable exception, however, is the great mutiny in Admiral Buckner's fleet in 1797, an event which filled the kingdom with consternation, threatened the destruction of England's supremacy on the sea, and to overturn the whole fabric of her naval power.: [6, 718, 154, 795]
- paragraph: 'You ain't in a red on't; but go on; let's sum more try.': [471, 1157, 619, 1176]
- paragraph: 'You people should keep away from Ohio, you should. And now I'll tackle that little word,' and he smiled all over his face, while his eyes twinkled with bewitching humour, and, turning his eyes from one to the other, he rapidly spelled:: [471, 1397, 619, 1464]
- verse-line: The grass is green and the flowers are bright,: [477, 171, 618, 191]
- paragraph: The next man, with desperate earnestness, said, 'I-n in, d-e, de, inde, u-n, un—Indeun.': [471, 1071, 619, 1100]
- article-title: The Golden Side.: [482, 48, 608, 63]
- paragraph: Though the Government had not the means at hand to instantly crush out the mutiny, it was not entirely idle. Every buoy at the mouth of the Thames and along the coast was removed, and the insurgent vessels dared scarcely move a league from their anchorage for fear of grounding. This compelled them to remain inactive, and thus compelled them upon their spirits. Having nothing to do but to reflect, they soon became exceedingly nervous over the situation; they knew that the public opinion, the law and the power of the nation was against them, and that submission and punishment must inevitably come. Even the boldest commenced to waken and contemplate with alarm the fate which awaited them.: [161, 511, 309, 722]
- verse-line: There was never a night without a day,: [477, 277, 617, 296]
- verse-line: There is many a rest on the road of life,: [477, 66, 610, 85]
- paragraph: 'Well, that's a good 'n for you, I must say.' And then he laughed again. The speller said nothing, but he grew very red in the face when his failure was announced, and cast a baleful glance at the old party, whose turn had now come, and who said:: [471, 1320, 619, 1397]
- paragraph: On recovering from her long swoon the poor woman was informed of the sad termination, and also learned that the body had just been sent on shore for burial in the new Naval Cemetery. She hastened to the cemetery, but found the ceremony over and the gate locked, and she was refused admittance to the inside of the enclosure. Moved to desperation by a rumour that the surgeons would probably carry the body off that night for dissection, she determined to rescue it.: [316, 792, 464, 937]
- paragraph: But her secret could no longer be kept in such a place, and particularly as the news of the exhumation had been brought to the city by the express, and was the talk of the town. The fact was soon known, and the house was soon surrounded by an immense crowd, anxious to look upon the body of the noted mutineer whose boldness and sincerity the populace now began to respect. The excitement hourly increased, the populace began to clamor for a public funeral, and the authorities, when the Lord Mayor called upon Mrs. Parker, who was watching over her dead, and demanded to know what disposition she intended to make of the remains. The poor woman replied that she only wanted to give them a decent burial, and his Lordship promised that all necessary aid would be given to enable her to carry out her wish.: [316, 1193, 464, 1433]
- verse-line: And to keep the eyes still lifted;: [485, 229, 614, 239]
- paragraph: The old party on the end of the bench, who had been on the precipice of a laugh while the effort was being put forth, snickered right out in a loud guffaw at its conclusion.: [471, 1262, 619, 1320]
- paragraph: Happily, the time is passed when subjects are called upon to attest their fidelity by such sacrifices; yet in the military and naval services of all civilised powers there is exacted almost as servile a compliance with authority, and almost as much self-abnegation, as the faithful but unfortunate subordinate of Russia's great monarch exhibited; and in no services in the world is this subordination more complete than in the British army and navy. The English soldier has long been regarded as a mere machine, servile in obedience and patient under injustice, meekly submitting to many wrongs, without offering even a protest against the abuse of authority. Consequently the history of the British army and navy is wonderfully barren of exciting revolts, bloody mutinies, or troublesome insubordination.: [6, 488, 154, 719]
- column-7: [940, 44, 1106, 1781]
- verse-line: And Cupid is the player.: [954, 315, 1052, 325]
- paragraph: 'Oh! Nancy, will thou gang wi' me?' as the fellow said when he was trying to steal the goat.: [940, 918, 1106, 947]
- verse-line: The wicked and the pious,: [954, 123, 1061, 133]
- paragraph: Mrs. Dobbs, upon being summoned to court as a witness, asked her husband what she should say if the lawyers inquired her age. 'Say,' replied her husband, 'why, tell them you have not yet reached the years of discretion.': [940, 735, 1106, 793]
- verse-line: Better to weave in the web of life: [477, 449, 613, 459]
- paragraph: 'Hear you! Who are you, any way? What's your father; when he drowned a setter brush, I'd like to know? An' where's your smart brother Ben? In pris'n somewhere, I'll be bound. Oh, I know you hull family like a book. And a wuss lot than they are can't be found in this neighborhood, and you just put that in your pipe and smoke it, you egregious ass. Talk to me about spellin', and the old man, stamping his cane again, stalked passionately out of the store. The lesson was then postponed.—Danbury News.: [626, 312, 776, 456]
- verse-line: A puppet ruled by others.: [954, 229, 1058, 239]
- section-heading: THE RINGLEADER ARRESTED.: [173, 1416, 297, 1425]
- verse-line: For the sweet blue sky will soon peep through,: [477, 238, 608, 258]
- verse-line: To rule the man completely!: [954, 363, 1069, 373]
- column-3: [316, 44, 464, 1854]
- column-6: [783, 44, 933, 1479]
- verse-line: Nor wants that little long.: [322, 1844, 428, 1854]
- verse-line: And move at others ply us.: [954, 142, 1063, 152]
- signature: —A. M. N. Hobson Street.: [1001, 488, 1106, 498]
- verse-line: Within the puppet lingers,: [954, 382, 1061, 392]
- paragraph: 'I did that; all the boys said I was bully. Then we had a dog that could stand on his hind legs, and a goat that pulled a cart; and one boy named Jack, he had a puppet like a soldier, and he jumped through the hoop too. The house—that is, the yard—was crowded, and we struck two papers of pins every time. We got better and better, plenty of growed up people come, and we was making a first-rate season, you bet.': [783, 309, 933, 424]
- column-1: [6, 44, 154, 1836]
- verse-line: We all are work'd by secret springs,: [946, 133, 1092, 143]
- paragraph: His smile deepened into a broad grin as he watched the chagrin fixed to the countenances of the other spellers, who had been misled all the time on a wrong pronunciation of the word. He was grinning with all his might when the teacher said:: [471, 1473, 619, 1551]
- paragraph: This paper was laid before the British Admiralty, and a brief note sent in reply stating that no intercourse whatever would be held with them so long as they maintained their present insurgent attitude, and that unconditional submission must precede negotiations.: [6, 1512, 154, 1599]
- paragraph: Third.—A speedy adjustment of all arrears and more prompt payments in the future.: [6, 1445, 154, 1474]
- section-heading: THE NAVAL SERVICE.: [35, 478, 125, 487]
- paragraph: 'I don't know nothin' 'bout it,' said Jim, at the conclusion' but it seems to me the man was a little rough on the feller with one talent. 'Twas a mighty small capital to start with, an' he didn't give 'im any chance to try it over; but what bothers me most is about the man's trav'lin' into a far country. They hadn't no chance to talk with 'im about it, and git his notions. It stan's to reason that the feller with one talent would think his master was stingy, and be riled over it.': [626, 513, 776, 648]
- verse-line: When first the gentle charmer,: [954, 248, 1079, 258]
